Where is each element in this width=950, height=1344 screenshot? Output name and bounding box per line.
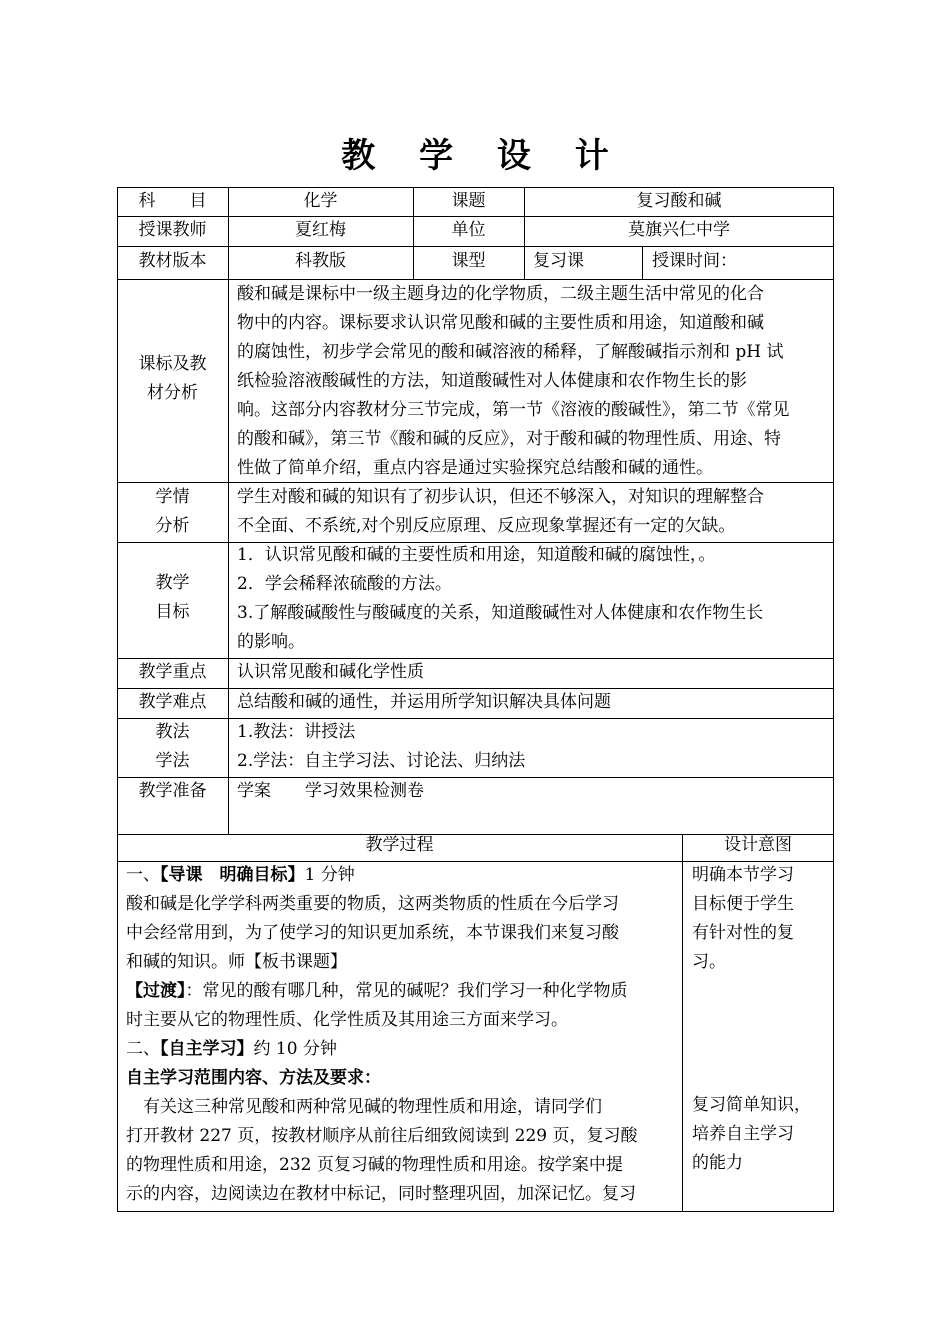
intent-line: 习。 [692,952,726,972]
process-line: 酸和碱是化学学科两类重要的物质，这两类物质的性质在今后学习 [126,894,619,914]
goals-label-line: 教学 [155,573,190,593]
intent-one [692,861,794,977]
process-content [126,861,638,1209]
intent-line: 目标便于学生 [692,894,794,914]
students-label-line: 分析 [155,516,190,536]
analysis-line: 的酸和碱》，第三节《酸和碱的反应》，对于酸和碱的物理性质、用途、特 [237,429,781,449]
process-line: 示的内容，边阅读边在教材中标记，同时整理巩固，加深记忆。复习 [126,1184,636,1204]
method-line: 1.教法：讲授法 [237,722,356,742]
topic-label: 课题 [451,191,486,211]
time-label: 授课时间： [652,251,737,271]
edition-value: 科教版 [295,251,346,271]
subject-label: 科 目 [138,191,207,211]
process-line: 的物理性质和用途，232 页复习碱的物理性质和用途。按学案中提 [126,1155,623,1175]
teacher-label: 授课教师 [138,220,207,240]
process-line: 和碱的知识。师【板书课题】 [126,952,347,972]
section-two-heading: 二、【自主学习】约 10 分钟 [126,1039,337,1059]
subject-value: 化学 [303,191,338,211]
column-divider [682,834,683,1212]
page-title: 教 学 设 计 [341,136,625,176]
intent-line: 的能力 [692,1153,743,1173]
analysis-label-line: 材分析 [147,383,198,403]
key-point-value: 认识常见酸和碱化学性质 [237,662,424,682]
process-header: 教学过程 [365,835,434,855]
teacher-value: 夏红梅 [295,220,346,240]
goal-line: 的影响。 [237,632,305,652]
process-line: 时主要从它的物理性质、化学性质及其用途三方面来学习。 [126,1010,568,1030]
intent-line: 有针对性的复 [692,923,794,943]
analysis-label-line: 课标及教 [138,354,207,374]
topic-value: 复习酸和碱 [636,191,722,211]
preparation-value: 学案 学习效果检测卷 [237,781,424,801]
analysis-line: 酸和碱是课标中一级主题身边的化学物质，二级主题生活中常见的化合 [237,284,764,304]
goals-label [117,569,228,627]
goals-text [237,541,763,657]
process-line: 打开教材 227 页，按教材顺序从前往后细致阅读到 229 页，复习酸 [126,1126,638,1146]
intent-line: 培养自主学习 [692,1124,794,1144]
analysis-line: 响。这部分内容教材分三节完成，第一节《溶液的酸碱性》，第二节《常见 [237,400,790,420]
difficulty-label: 教学难点 [138,692,207,712]
analysis-line: 物中的内容。课标要求认识常见酸和碱的主要性质和用途，知道酸和碱 [237,313,764,333]
school-label: 单位 [451,220,486,240]
goal-line: 2．学会稀释浓硫酸的方法。 [237,574,452,594]
process-line: 中会经常用到，为了使学习的知识更加系统，本节课我们来复习酸 [126,923,619,943]
intent-line: 复习简单知识， [692,1095,811,1115]
analysis-text [237,280,790,483]
transition-line: 【过渡】：常见的酸有哪几种，常见的碱呢？我们学习一种化学物质 [126,981,628,1001]
type-label: 课型 [451,251,486,271]
students-line: 不全面、不系统,对个别反应原理、反应现象掌握还有一定的欠缺。 [237,516,736,536]
analysis-line: 性做了简单介绍，重点内容是通过实验探究总结酸和碱的通性。 [237,458,713,478]
goal-line: 1．认识常见酸和碱的主要性质和用途，知道酸和碱的腐蚀性，。 [237,545,716,565]
process-line: 有关这三种常见酸和两种常见碱的物理性质和用途，请同学们 [126,1097,602,1117]
analysis-line: 的腐蚀性，初步学会常见的酸和碱溶液的稀释，了解酸碱指示剂和 pH 试 [237,342,784,362]
methods-label-line: 教法 [155,722,190,742]
methods-label [117,718,228,776]
goal-line: 3.了解酸碱酸性与酸碱度的关系，知道酸碱性对人体健康和农作物生长 [237,603,764,623]
difficulty-value: 总结酸和碱的通性，并运用所学知识解决具体问题 [237,692,611,712]
analysis-line: 纸检验溶液酸碱性的方法，知道酸碱性对人体健康和农作物生长的影 [237,371,747,391]
intent-line: 明确本节学习 [692,865,794,885]
column-divider [228,187,229,834]
section-one-heading: 一、【导课 明确目标】1 分钟 [126,865,355,885]
method-line: 2.学法：自主学习法、讨论法、归纳法 [237,751,526,771]
key-point-label: 教学重点 [138,662,207,682]
preparation-label: 教学准备 [138,781,207,801]
edition-label: 教材版本 [138,251,207,271]
students-label-line: 学情 [155,487,190,507]
type-value: 复习课 [533,251,584,271]
analysis-label [117,350,228,408]
methods-label-line: 学法 [155,751,190,771]
students-label [117,483,228,541]
self-study-heading: 自主学习范围内容、方法及要求： [126,1068,381,1088]
intent-two [692,1091,811,1178]
students-line: 学生对酸和碱的知识有了初步认识，但还不够深入，对知识的理解整合 [237,487,764,507]
intent-header: 设计意图 [724,835,792,855]
methods-text [237,718,525,776]
goals-label-line: 目标 [155,602,190,622]
students-text [237,483,764,541]
column-divider [642,246,643,279]
school-value: 莫旗兴仁中学 [628,220,730,240]
